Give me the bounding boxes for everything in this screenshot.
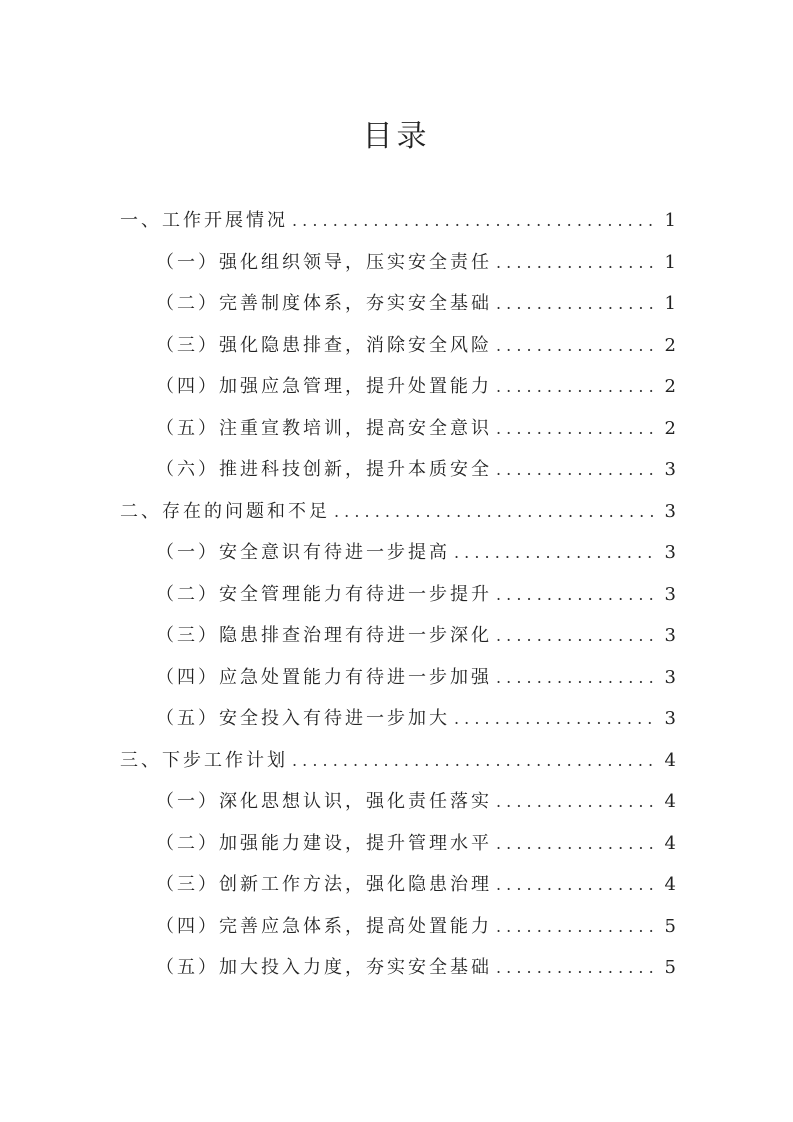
toc-entry[interactable] [120, 491, 676, 533]
toc-entry-label: （一）安全意识有待进一步提高 [156, 542, 450, 563]
toc-entry[interactable] [120, 574, 676, 616]
toc-entry-label: （二）完善制度体系，夯实安全基础 [156, 293, 492, 314]
toc-entry[interactable] [120, 947, 676, 989]
toc-entry[interactable] [120, 283, 676, 325]
toc-dot-leader [496, 781, 658, 823]
toc-entry-label: （六）推进科技创新，提升本质安全 [156, 459, 492, 480]
toc-entry[interactable] [120, 366, 676, 408]
toc-entry[interactable] [120, 200, 676, 242]
toc-dot-leader [454, 698, 658, 740]
toc-entry-label: （四）应急处置能力有待进一步加强 [156, 666, 492, 688]
toc-entry-label: （一）深化思想认识，强化责任落实 [156, 791, 492, 812]
toc-entry-label: 一、工作开展情况 [120, 210, 288, 231]
toc-entry-label: （四）加强应急管理，提升处置能力 [156, 376, 492, 397]
toc-page-number: 4 [664, 832, 676, 854]
toc-entry[interactable] [120, 698, 676, 740]
toc-dot-leader [496, 615, 658, 657]
toc-page-number: 3 [664, 583, 676, 605]
toc-entry[interactable] [120, 532, 676, 574]
toc-entry-label: （三）隐患排查治理有待进一步深化 [156, 625, 492, 646]
toc-page-number: 3 [664, 542, 676, 563]
toc-page-number: 2 [664, 334, 676, 356]
toc-entry[interactable] [120, 408, 676, 450]
toc-entry[interactable] [120, 657, 676, 699]
toc-entry[interactable] [120, 781, 676, 823]
toc-dot-leader [292, 200, 658, 242]
toc-page-number: 1 [664, 210, 676, 231]
toc-dot-leader [292, 740, 658, 782]
toc-dot-leader [496, 283, 658, 325]
toc-entry-label: （二）加强能力建设，提升管理水平 [156, 832, 492, 854]
toc-entry-label: 三、下步工作计划 [120, 749, 288, 771]
toc-dot-leader [454, 532, 658, 574]
toc-entry-label: （三）创新工作方法，强化隐患治理 [156, 874, 492, 895]
toc-entry-label: （五）注重宣教培训，提高安全意识 [156, 417, 492, 439]
toc-page-number: 4 [664, 791, 676, 812]
toc-page-number: 5 [664, 957, 676, 978]
toc-dot-leader [496, 366, 658, 408]
toc-entry[interactable] [120, 864, 676, 906]
toc-page-number: 2 [664, 376, 676, 397]
toc-dot-leader [496, 574, 658, 616]
toc-entry[interactable] [120, 449, 676, 491]
toc-entry[interactable] [120, 906, 676, 948]
toc-page-number: 4 [664, 749, 676, 771]
toc-entry-label: （五）安全投入有待进一步加大 [156, 708, 450, 729]
toc-page-number: 3 [664, 500, 676, 522]
toc-dot-leader [496, 408, 658, 450]
toc-entry[interactable] [120, 615, 676, 657]
toc-page-number: 3 [664, 625, 676, 646]
toc-page-number: 1 [664, 251, 676, 273]
toc-entry-label: （四）完善应急体系，提高处置能力 [156, 915, 492, 937]
toc-dot-leader [496, 449, 658, 491]
document-title: 目录 [362, 119, 431, 154]
toc-entry[interactable] [120, 242, 676, 284]
toc-dot-leader [496, 242, 658, 284]
toc-dot-leader [496, 864, 658, 906]
toc-dot-leader [496, 657, 658, 699]
toc-page-number: 2 [664, 417, 676, 439]
toc-entry[interactable] [120, 740, 676, 782]
toc-entry[interactable] [120, 325, 676, 367]
toc-dot-leader [496, 325, 658, 367]
toc-entry[interactable] [120, 823, 676, 865]
toc-dot-leader [334, 491, 658, 533]
toc-entry-label: （一）强化组织领导，压实安全责任 [156, 251, 492, 273]
toc-entry-label: （二）安全管理能力有待进一步提升 [156, 583, 492, 605]
toc-dot-leader [496, 823, 658, 865]
toc-page-number: 3 [664, 666, 676, 688]
toc-page-number: 1 [664, 293, 676, 314]
toc-entry-label: （五）加大投入力度，夯实安全基础 [156, 957, 492, 978]
toc-page-number: 4 [664, 874, 676, 895]
toc-dot-leader [496, 906, 658, 948]
toc-dot-leader [496, 947, 658, 989]
toc-page-number: 3 [664, 708, 676, 729]
toc-page-number: 3 [664, 459, 676, 480]
toc-entry-label: 二、存在的问题和不足 [120, 500, 330, 522]
table-of-contents [120, 200, 676, 989]
toc-page-number: 5 [664, 915, 676, 937]
toc-entry-label: （三）强化隐患排查，消除安全风险 [156, 334, 492, 356]
